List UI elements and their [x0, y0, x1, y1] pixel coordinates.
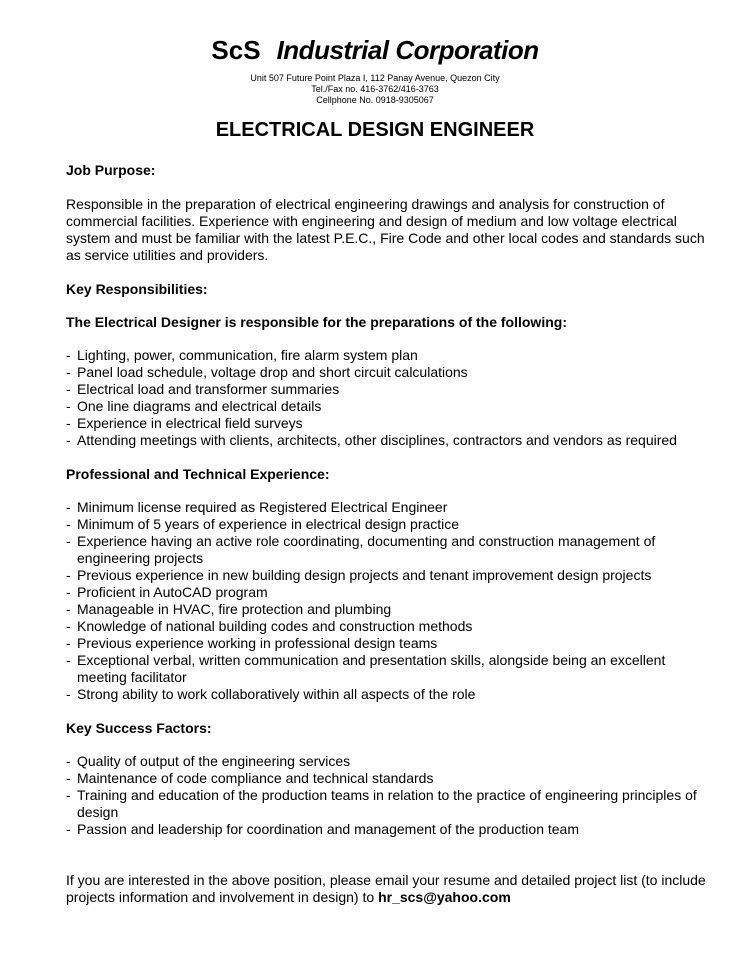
list-item: - Training and education of the production teams in relation to the practice of engineering principles of design [66, 787, 706, 821]
list-item: - Passion and leadership for coordination and management of the production team [66, 821, 706, 838]
job-purpose-text: Responsible in the preparation of electrical engineering drawings and analysis for construction of commercial facilities. Experience with engineering and design of medium and low voltage electrical system and must be familiar with the latest P.E.C., Fire Code and other local codes and standards such as service utilities and providers. [66, 196, 705, 263]
list-item: - Experience in electrical field surveys [66, 415, 706, 432]
job-title: ELECTRICAL DESIGN ENGINEER [215, 119, 535, 141]
list-item: - Lighting, power, communication, fire alarm system plan [66, 347, 706, 364]
list-item: - Experience having an active role coordinating, documenting and construction management of engineering projects [66, 533, 706, 567]
address-line-2: Tel./Fax no. 416-3762/416-3763 [311, 84, 439, 94]
professional-experience-heading: Professional and Technical Experience: [66, 466, 330, 482]
list-item: - Minimum of 5 years of experience in electrical design practice [66, 516, 706, 533]
key-responsibilities-heading: Key Responsibilities: [66, 281, 208, 297]
key-success-factors-heading: Key Success Factors: [66, 720, 212, 736]
success-factors-list [66, 753, 706, 838]
list-item: - Electrical load and transformer summaries [66, 381, 706, 398]
list-item: - Previous experience in new building design projects and tenant improvement design projects [66, 567, 706, 584]
list-item: - Knowledge of national building codes and construction methods [66, 618, 706, 635]
list-item: - Strong ability to work collaboratively within all aspects of the role [66, 686, 706, 703]
experience-list [66, 499, 706, 703]
list-item: - Quality of output of the engineering services [66, 753, 706, 770]
list-item: - Previous experience working in professional design teams [66, 635, 706, 652]
responsibilities-list [66, 347, 706, 449]
list-item: - Manageable in HVAC, fire protection and plumbing [66, 601, 706, 618]
list-item: - Minimum license required as Registered Electrical Engineer [66, 499, 706, 516]
list-item: - Exceptional verbal, written communication and presentation skills, alongside being an excellent meeting facilitator [66, 652, 706, 686]
document-body [66, 162, 706, 906]
address-line-1: Unit 507 Future Point Plaza I, 112 Panay Avenue, Quezon City [250, 73, 500, 83]
list-item: - One line diagrams and electrical details [66, 398, 706, 415]
key-responsibilities-subheading: The Electrical Designer is responsible for the preparations of the following: [66, 314, 567, 330]
closing-text: If you are interested in the above position, please email your resume and detailed project list (to include projects information and involvement in design) to [66, 872, 706, 905]
closing-paragraph [66, 872, 706, 906]
address-line-3: Cellphone No. 0918-9305067 [316, 95, 434, 105]
job-purpose-heading: Job Purpose: [66, 162, 156, 178]
company-short-name: ScS [211, 35, 261, 65]
list-item: - Panel load schedule, voltage drop and short circuit calculations [66, 364, 706, 381]
company-logo-name [0, 34, 750, 66]
list-item: - Maintenance of code compliance and technical standards [66, 770, 706, 787]
list-item: - Proficient in AutoCAD program [66, 584, 706, 601]
list-item: - Attending meetings with clients, architects, other disciplines, contractors and vendors as required [66, 432, 706, 449]
contact-email: hr_scs@yahoo.com [378, 889, 511, 905]
company-rest-name: Industrial Corporation [276, 35, 539, 65]
